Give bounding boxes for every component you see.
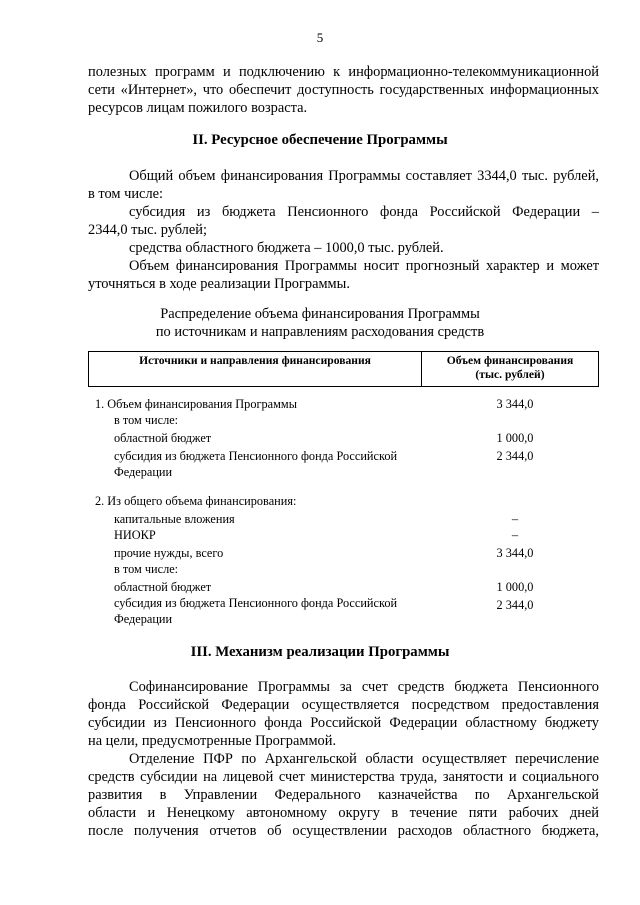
text-line: сети «Интернет», что обеспечит доступность государственных информационных [88,82,599,98]
table-row-label: 1. Объем финансирования Программы [95,397,297,411]
text-line: фонда Российской Федерации осуществляется посредством предоставления [88,697,599,713]
text-line: 2344,0 тыс. рублей; [88,222,207,238]
table-caption: Распределение объема финансирования Программы [160,306,480,322]
table-row-value: – [511,512,519,526]
text-line: субсидии из Пенсионного фонда Российской Федерации областному бюджету [88,715,599,731]
table-row-label: субсидия из бюджета Пенсионного фонда Российской [114,596,398,610]
table-row-value: 2 344,0 [496,449,534,463]
table-row-label: областной бюджет [114,431,212,445]
text-line: после получения отчетов об осуществлении расходов областного бюджета, [88,823,599,839]
text-line: средств субсидии на лицевой счет министерства труда, занятости и социального [88,769,599,785]
text-line: области и Ненецкому автономному округу в течение пяти рабочих дней [88,805,599,821]
table-row-label: НИОКР [114,528,156,542]
table-row-label: областной бюджет [114,580,212,594]
column-header: Объем финансирования (тыс. рублей) [422,352,599,387]
table-row-label: прочие нужды, всего [114,546,224,560]
text-line: Отделение ПФР по Архангельской области осуществляет перечисление [129,751,599,767]
text-line: Софинансирование Программы за счет средств бюджета Пенсионного [129,679,599,695]
table-row-value: 3 344,0 [496,546,534,560]
table-row-label: Федерации [114,465,173,479]
text-line: развития в Управлении Федерального казначейства по Архангельской [88,787,599,803]
table-header [88,351,599,387]
table-row-label: 2. Из общего объема финансирования: [95,494,297,508]
table-row-value: 1 000,0 [496,431,534,445]
table-row-value: 3 344,0 [496,397,534,411]
table-row-value: 1 000,0 [496,580,534,594]
table-row-label: капитальные вложения [114,512,235,526]
text-line: на цели, предусмотренные Программой. [88,733,337,749]
table-row-label: в том числе: [114,562,179,576]
text-line: уточняться в ходе реализации Программы. [88,276,350,292]
text-line: Общий объем финансирования Программы составляет 3344,0 тыс. рублей, [129,168,599,184]
table-row-value: 2 344,0 [496,598,534,612]
section-heading: III. Механизм реализации Программы [190,644,450,660]
text-line: в том числе: [88,186,164,202]
table-row-label: субсидия из бюджета Пенсионного фонда Российской [114,449,398,463]
text-line: полезных программ и подключению к информационно-телекоммуникационной [88,64,599,80]
page-number: 5 [316,30,324,45]
text-line: Объем финансирования Программы носит прогнозный характер и может [129,258,599,274]
table-row-label: Федерации [114,612,173,626]
table-row-value: – [511,528,519,542]
column-header: Источники и направления финансирования [89,352,422,387]
text-line: ресурсов лицам пожилого возраста. [88,100,308,116]
section-heading: II. Ресурсное обеспечение Программы [192,132,448,148]
table-row-label: в том числе: [114,413,179,427]
table-caption: по источникам и направлениям расходования средств [155,324,485,340]
text-line: субсидия из бюджета Пенсионного фонда Российской Федерации – [129,204,599,220]
text-line: средства областного бюджета – 1000,0 тыс. рублей. [129,240,444,256]
